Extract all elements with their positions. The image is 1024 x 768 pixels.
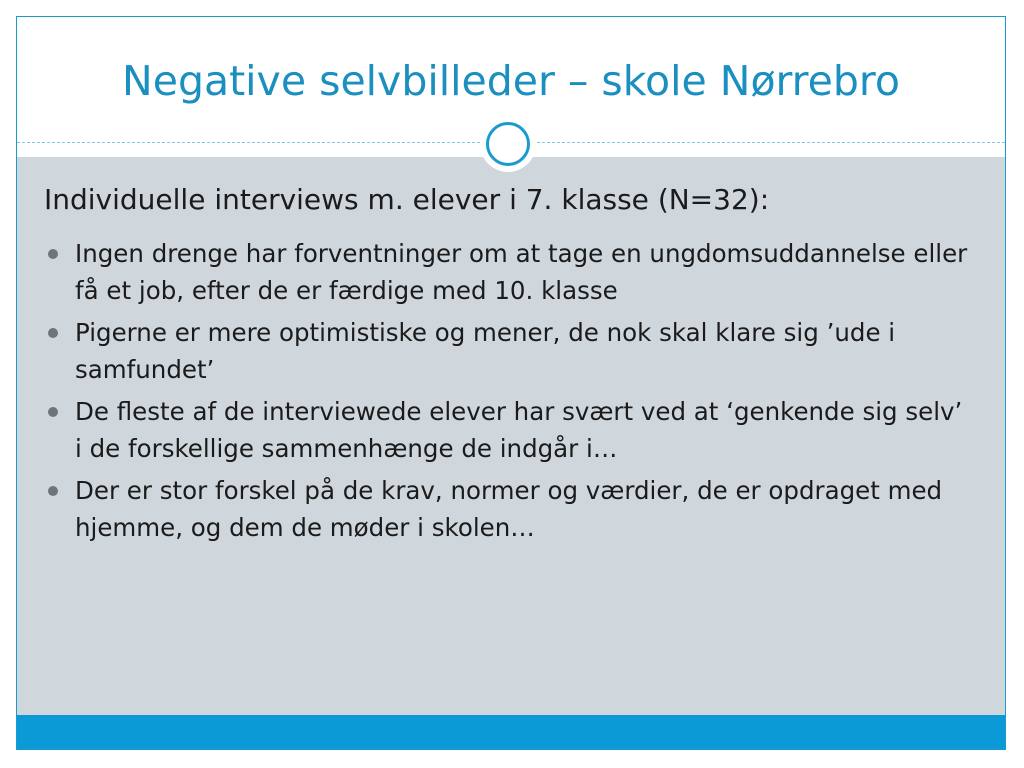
bullet-text: Der er stor forskel på de krav, normer og værdier, de er opdraget med hjemme, og dem de møder i skolen… (75, 476, 943, 542)
intro-text: Individuelle interviews m. elever i 7. klasse (N=32): (44, 183, 770, 216)
bullet-item (44, 393, 974, 467)
bullet-item (44, 235, 974, 309)
slide-title: Negative selvbilleder – skole Nørrebro (122, 57, 900, 105)
bullet-text: Pigerne er mere optimistiske og mener, de nok skal klare sig ’ude i samfundet’ (75, 318, 896, 384)
bullet-item (44, 314, 974, 388)
bullet-item (44, 472, 974, 546)
bullet-dot-icon (48, 486, 58, 496)
bullet-text: De fleste af de interviewede elever har svært ved at ‘genkende sig selv’ i de forskellige sammenhænge de indgår i… (75, 397, 963, 463)
bullet-dot-icon (48, 328, 58, 338)
bullet-dot-icon (48, 249, 58, 259)
bullet-text: Ingen drenge har forventninger om at tage en ungdomsuddannelse eller få et job, efter de er færdige med 10. klasse (75, 239, 968, 305)
bullet-dot-icon (48, 407, 58, 417)
bullet-list (44, 235, 974, 551)
ring-ornament-icon (480, 116, 536, 172)
bottom-accent-bar (17, 715, 1005, 749)
